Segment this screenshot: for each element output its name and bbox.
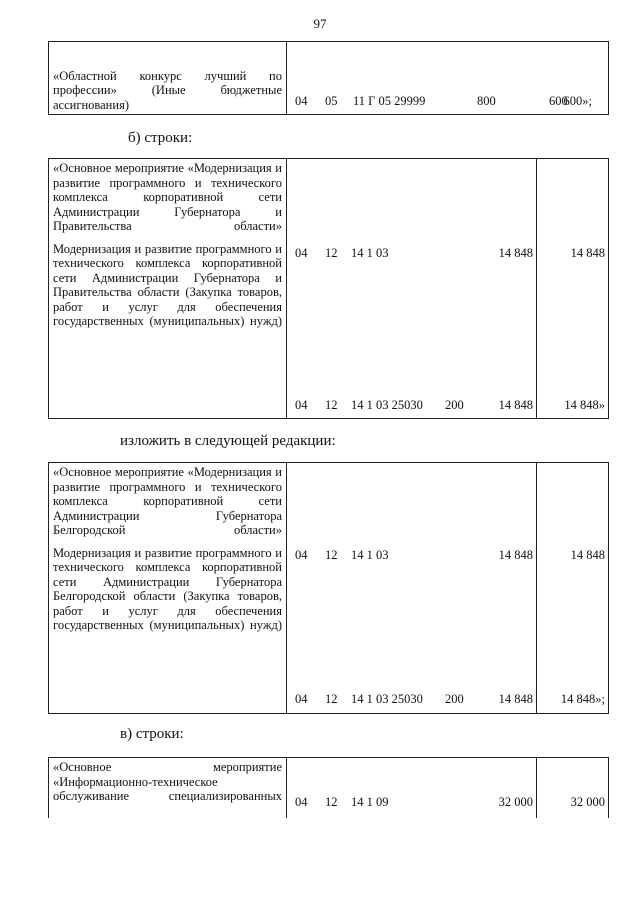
row-values-sum2	[537, 159, 609, 419]
target-article-code: 11 Г 05 29999	[353, 93, 426, 108]
expense-type-code: 200	[445, 397, 464, 412]
row-description-2: Модернизация и развитие программного и технического комплекса корпоративной сети Администрации Губернатора и Правительства области (Закупка товаров, работ и услуг для обеспечения государственных (муниципальных) нужд)	[53, 241, 282, 328]
row-values	[287, 758, 537, 819]
page-number: 97	[313, 16, 327, 31]
expense-type-code: 200	[445, 691, 464, 706]
sum-2: 14 848»;	[560, 691, 605, 706]
table-row	[49, 159, 609, 419]
row-description-1: «Основное мероприятие «Модернизация и развитие программного и технического комплекса корпоративной сети Администрации Губернатора Белгородской области»	[53, 465, 282, 537]
sum-1: 14 848	[498, 691, 533, 706]
sum-1: 14 848	[498, 547, 533, 562]
table-row	[49, 758, 609, 819]
target-article-code: 14 1 03 25030	[351, 397, 423, 412]
target-article-code: 14 1 09	[351, 794, 389, 809]
row-values-sum2	[537, 463, 609, 714]
glava-code: 04	[295, 794, 308, 809]
table-row	[49, 42, 609, 115]
expense-type-code: 800	[477, 93, 496, 108]
budget-table-2	[48, 158, 609, 419]
target-article-code: 14 1 03	[351, 245, 389, 260]
sum-2: 14 848	[570, 547, 605, 562]
sum-2: 600»;	[563, 93, 592, 108]
target-article-code: 14 1 03	[351, 547, 389, 562]
table-row	[49, 463, 609, 714]
budget-table-1	[48, 41, 609, 115]
glava-code: 04	[295, 547, 308, 562]
row-values	[287, 463, 537, 714]
sum-2: 14 848	[570, 245, 605, 260]
heading-b: б) строки:	[128, 130, 193, 146]
razdel-code: 12	[325, 397, 338, 412]
glava-code: 04	[295, 245, 308, 260]
budget-table-4	[48, 757, 609, 818]
row-values	[287, 159, 537, 419]
razdel-code: 12	[325, 245, 338, 260]
row-description: «Областной конкурс лучший по профессии» (Иные бюджетные ассигнования)	[49, 42, 287, 115]
heading-izlozhit: изложить в следующей редакции:	[120, 433, 336, 449]
sum-1: 600	[549, 93, 568, 108]
sum-2: 32 000	[570, 794, 605, 809]
row-description	[49, 159, 287, 419]
sum-1: 14 848	[498, 397, 533, 412]
razdel-code: 12	[325, 794, 338, 809]
sum-1: 14 848	[498, 245, 533, 260]
heading-v: в) строки:	[120, 726, 184, 742]
row-description-1: «Основное мероприятие «Модернизация и развитие программного и технического комплекса корпоративной сети Администрации Губернатора и Правительства области»	[53, 161, 282, 233]
row-values-sum2	[537, 758, 609, 819]
budget-table-3	[48, 462, 609, 714]
row-description: «Основное мероприятие «Информационно-техническое обслуживание специализированных	[49, 758, 287, 819]
target-article-code: 14 1 03 25030	[351, 691, 423, 706]
razdel-code: 05	[325, 93, 338, 108]
sum-1: 32 000	[498, 794, 533, 809]
row-description-2: Модернизация и развитие программного и технического комплекса корпоративной сети Администрации Губернатора Белгородской области (Закупка товаров, работ и услуг для обеспечения государственных (муниципальных) нужд)	[53, 545, 282, 632]
row-description	[49, 463, 287, 714]
glava-code: 04	[295, 397, 308, 412]
glava-code: 04	[295, 691, 308, 706]
sum-2: 14 848»	[564, 397, 605, 412]
razdel-code: 12	[325, 547, 338, 562]
glava-code: 04	[295, 93, 308, 108]
razdel-code: 12	[325, 691, 338, 706]
row-values	[287, 42, 609, 115]
